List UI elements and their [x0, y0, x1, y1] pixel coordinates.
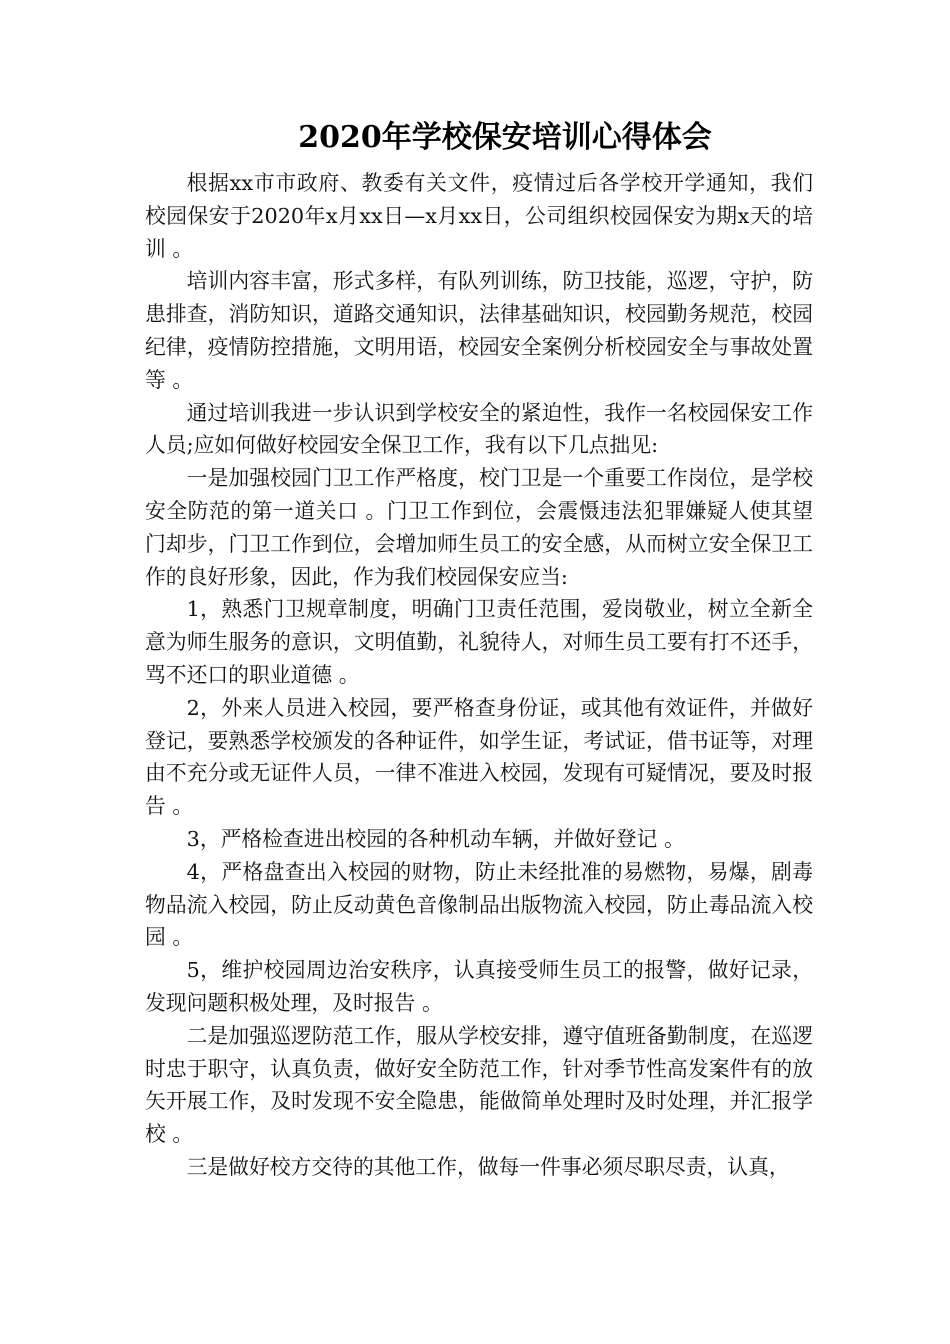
- paragraph: 3，严格检查进出校园的各种机动车辆，并做好登记 。: [186, 826, 685, 851]
- paragraph: 三是做好校方交待的其他工作，做每一件事必须尽职尽责，认真，: [186, 1154, 790, 1179]
- paragraph: 4，严格盘查出入校园的财物，防止未经批准的易燃物，易爆，剧毒物品流入校园，防止反动黄色音像制品出版物流入校园，防止毒品流入校园 。: [145, 859, 813, 950]
- paragraph: 培训内容丰富，形式多样，有队列训练，防卫技能，巡逻，守护，防患排查，消防知识，道路交通知识，法律基础知识，校园勤务规范，校园纪律，疫情防控措施，文明用语，校园安全案例分析校园安全与事故处置等 。: [145, 269, 813, 392]
- paragraph: 二是加强巡逻防范工作，服从学校安排，遵守值班备勤制度，在巡逻时忠于职守，认真负责，做好安全防范工作，针对季节性高发案件有的放矢开展工作，及时发现不安全隐患，能做简单处理时及时处理，并汇报学校 。: [145, 1023, 813, 1147]
- paragraph: 通过培训我进一步认识到学校安全的紧迫性，我作一名校园保安工作人员;应如何做好校园安全保卫工作，我有以下几点拙见:: [145, 400, 813, 458]
- paragraph: 5，维护校园周边治安秩序，认真接受师生员工的报警，做好记录，发现问题积极处理，及时报告 。: [145, 958, 813, 1015]
- document-title: 2020年学校保安培训心得体会: [298, 120, 712, 155]
- paragraph: 一是加强校园门卫工作严格度，校门卫是一个重要工作岗位，是学校安全防范的第一道关口 。门卫工作到位，会震慑违法犯罪嫌疑人使其望门却步，门卫工作到位，会增加师生员工的安全感，从而树立安全保卫工作的良好形象，因此，作为我们校园保安应当:: [145, 466, 813, 589]
- paragraph: 根据xx市市政府、教委有关文件，疫情过后各学校开学通知，我们校园保安于2020年x月xx日—x月xx日，公司组织校园保安为期x天的培训 。: [145, 171, 813, 261]
- paragraph: 1，熟悉门卫规章制度，明确门卫责任范围，爱岗敬业，树立全新全意为师生服务的意识，文明值勤，礼貌待人，对师生员工要有打不还手，骂不还口的职业道德 。: [145, 597, 813, 687]
- paragraph: 2，外来人员进入校园，要严格查身份证，或其他有效证件，并做好登记，要熟悉学校颁发的各种证件，如学生证，考试证，借书证等，对理由不充分或无证件人员，一律不准进入校园，发现有可疑情况，要及时报告 。: [145, 695, 813, 819]
- document-body: [145, 167, 813, 1184]
